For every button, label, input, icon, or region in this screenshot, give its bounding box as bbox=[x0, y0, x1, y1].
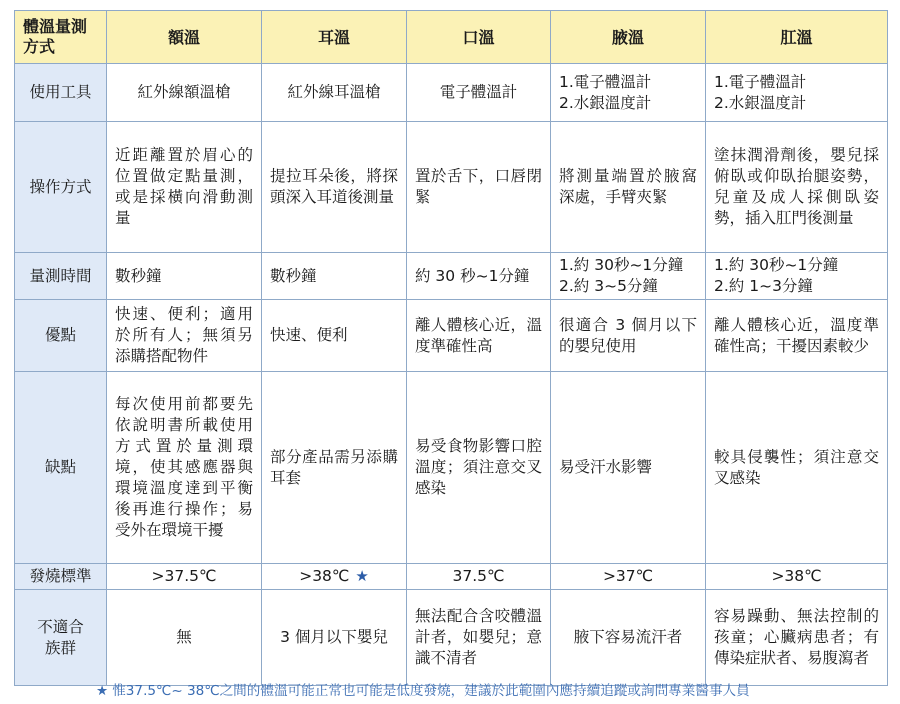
row-fever bbox=[15, 564, 888, 590]
header-ear: 耳溫 bbox=[262, 11, 407, 64]
row-label-pros: 優點 bbox=[15, 300, 107, 372]
row-label-method: 操作方式 bbox=[15, 122, 107, 253]
cell-unsuitable-axillary: 腋下容易流汗者 bbox=[551, 590, 706, 686]
cell-tools-rectal: 1.電子體溫計 2.水銀溫度計 bbox=[706, 64, 888, 122]
cell-fever-ear-wrap bbox=[262, 564, 407, 590]
row-label-cons: 缺點 bbox=[15, 372, 107, 564]
temperature-comparison-table bbox=[14, 10, 888, 686]
cell-method-rectal: 塗抹潤滑劑後，嬰兒採俯臥或仰臥抬腿姿勢，兒童及成人採側臥姿勢，插入肛門後測量 bbox=[706, 122, 888, 253]
cell-cons-axillary: 易受汗水影響 bbox=[551, 372, 706, 564]
cell-unsuitable-ear: 3 個月以下嬰兒 bbox=[262, 590, 407, 686]
cell-tools-oral: 電子體溫計 bbox=[407, 64, 551, 122]
row-tools bbox=[15, 64, 888, 122]
row-cons bbox=[15, 372, 888, 564]
cell-pros-axillary: 很適合 3 個月以下的嬰兒使用 bbox=[551, 300, 706, 372]
header-row bbox=[15, 11, 888, 64]
cell-cons-rectal: 較具侵襲性；須注意交叉感染 bbox=[706, 372, 888, 564]
cell-cons-oral: 易受食物影響口腔溫度；須注意交叉感染 bbox=[407, 372, 551, 564]
row-label-tools: 使用工具 bbox=[15, 64, 107, 122]
cell-method-oral: 置於舌下，口唇閉緊 bbox=[407, 122, 551, 253]
cell-fever-axillary: >37℃ bbox=[551, 564, 706, 590]
header-forehead: 額溫 bbox=[107, 11, 262, 64]
header-rectal: 肛溫 bbox=[706, 11, 888, 64]
star-icon: ★ bbox=[355, 567, 369, 585]
row-label-time: 量測時間 bbox=[15, 253, 107, 300]
cell-cons-forehead: 每次使用前都要先依說明書所載使用方式置於量測環境，使其感應器與環境溫度達到平衡後再進行操作；易受外在環境干擾 bbox=[107, 372, 262, 564]
row-label-fever: 發燒標準 bbox=[15, 564, 107, 590]
cell-unsuitable-forehead: 無 bbox=[107, 590, 262, 686]
header-axillary: 腋溫 bbox=[551, 11, 706, 64]
row-pros bbox=[15, 300, 888, 372]
cell-time-rectal: 1.約 30秒~1分鐘 2.約 1~3分鐘 bbox=[706, 253, 888, 300]
cell-cons-ear: 部分產品需另添購耳套 bbox=[262, 372, 407, 564]
cell-fever-forehead: >37.5℃ bbox=[107, 564, 262, 590]
footnote-text: 惟37.5℃~ 38℃之間的體溫可能正常也可能是低度發燒，建議於此範圍內應持續追蹤或詢問專業醫事人員 bbox=[112, 683, 750, 699]
cell-tools-axillary: 1.電子體溫計 2.水銀溫度計 bbox=[551, 64, 706, 122]
cell-method-forehead: 近距離置於眉心的位置做定點量測，或是採橫向滑動測量 bbox=[107, 122, 262, 253]
cell-tools-forehead: 紅外線額溫槍 bbox=[107, 64, 262, 122]
cell-tools-ear: 紅外線耳溫槍 bbox=[262, 64, 407, 122]
cell-method-ear: 提拉耳朵後，將探頭深入耳道後測量 bbox=[262, 122, 407, 253]
cell-unsuitable-oral: 無法配合含咬體溫計者，如嬰兒；意識不清者 bbox=[407, 590, 551, 686]
cell-method-axillary: 將測量端置於腋窩深處，手臂夾緊 bbox=[551, 122, 706, 253]
row-label-unsuitable: 不適合 族群 bbox=[15, 590, 107, 686]
cell-fever-oral: 37.5℃ bbox=[407, 564, 551, 590]
cell-time-ear: 數秒鐘 bbox=[262, 253, 407, 300]
cell-pros-ear: 快速、便利 bbox=[262, 300, 407, 372]
header-oral: 口溫 bbox=[407, 11, 551, 64]
cell-pros-oral: 離人體核心近，溫度準確性高 bbox=[407, 300, 551, 372]
cell-pros-rectal: 離人體核心近，溫度準確性高；干擾因素較少 bbox=[706, 300, 888, 372]
row-method bbox=[15, 122, 888, 253]
row-unsuitable bbox=[15, 590, 888, 686]
header-corner: 體溫量測 方式 bbox=[15, 11, 107, 64]
row-time bbox=[15, 253, 888, 300]
cell-fever-rectal: >38℃ bbox=[706, 564, 888, 590]
footnote bbox=[96, 679, 896, 699]
cell-time-axillary: 1.約 30秒~1分鐘 2.約 3~5分鐘 bbox=[551, 253, 706, 300]
footnote-star-icon: ★ bbox=[96, 683, 109, 699]
cell-time-oral: 約 30 秒~1分鐘 bbox=[407, 253, 551, 300]
cell-unsuitable-rectal: 容易躁動、無法控制的孩童；心臟病患者；有傳染症狀者、易腹瀉者 bbox=[706, 590, 888, 686]
cell-fever-ear: >38℃ bbox=[299, 567, 350, 585]
cell-pros-forehead: 快速、便利；適用於所有人；無須另添購搭配物件 bbox=[107, 300, 262, 372]
cell-time-forehead: 數秒鐘 bbox=[107, 253, 262, 300]
